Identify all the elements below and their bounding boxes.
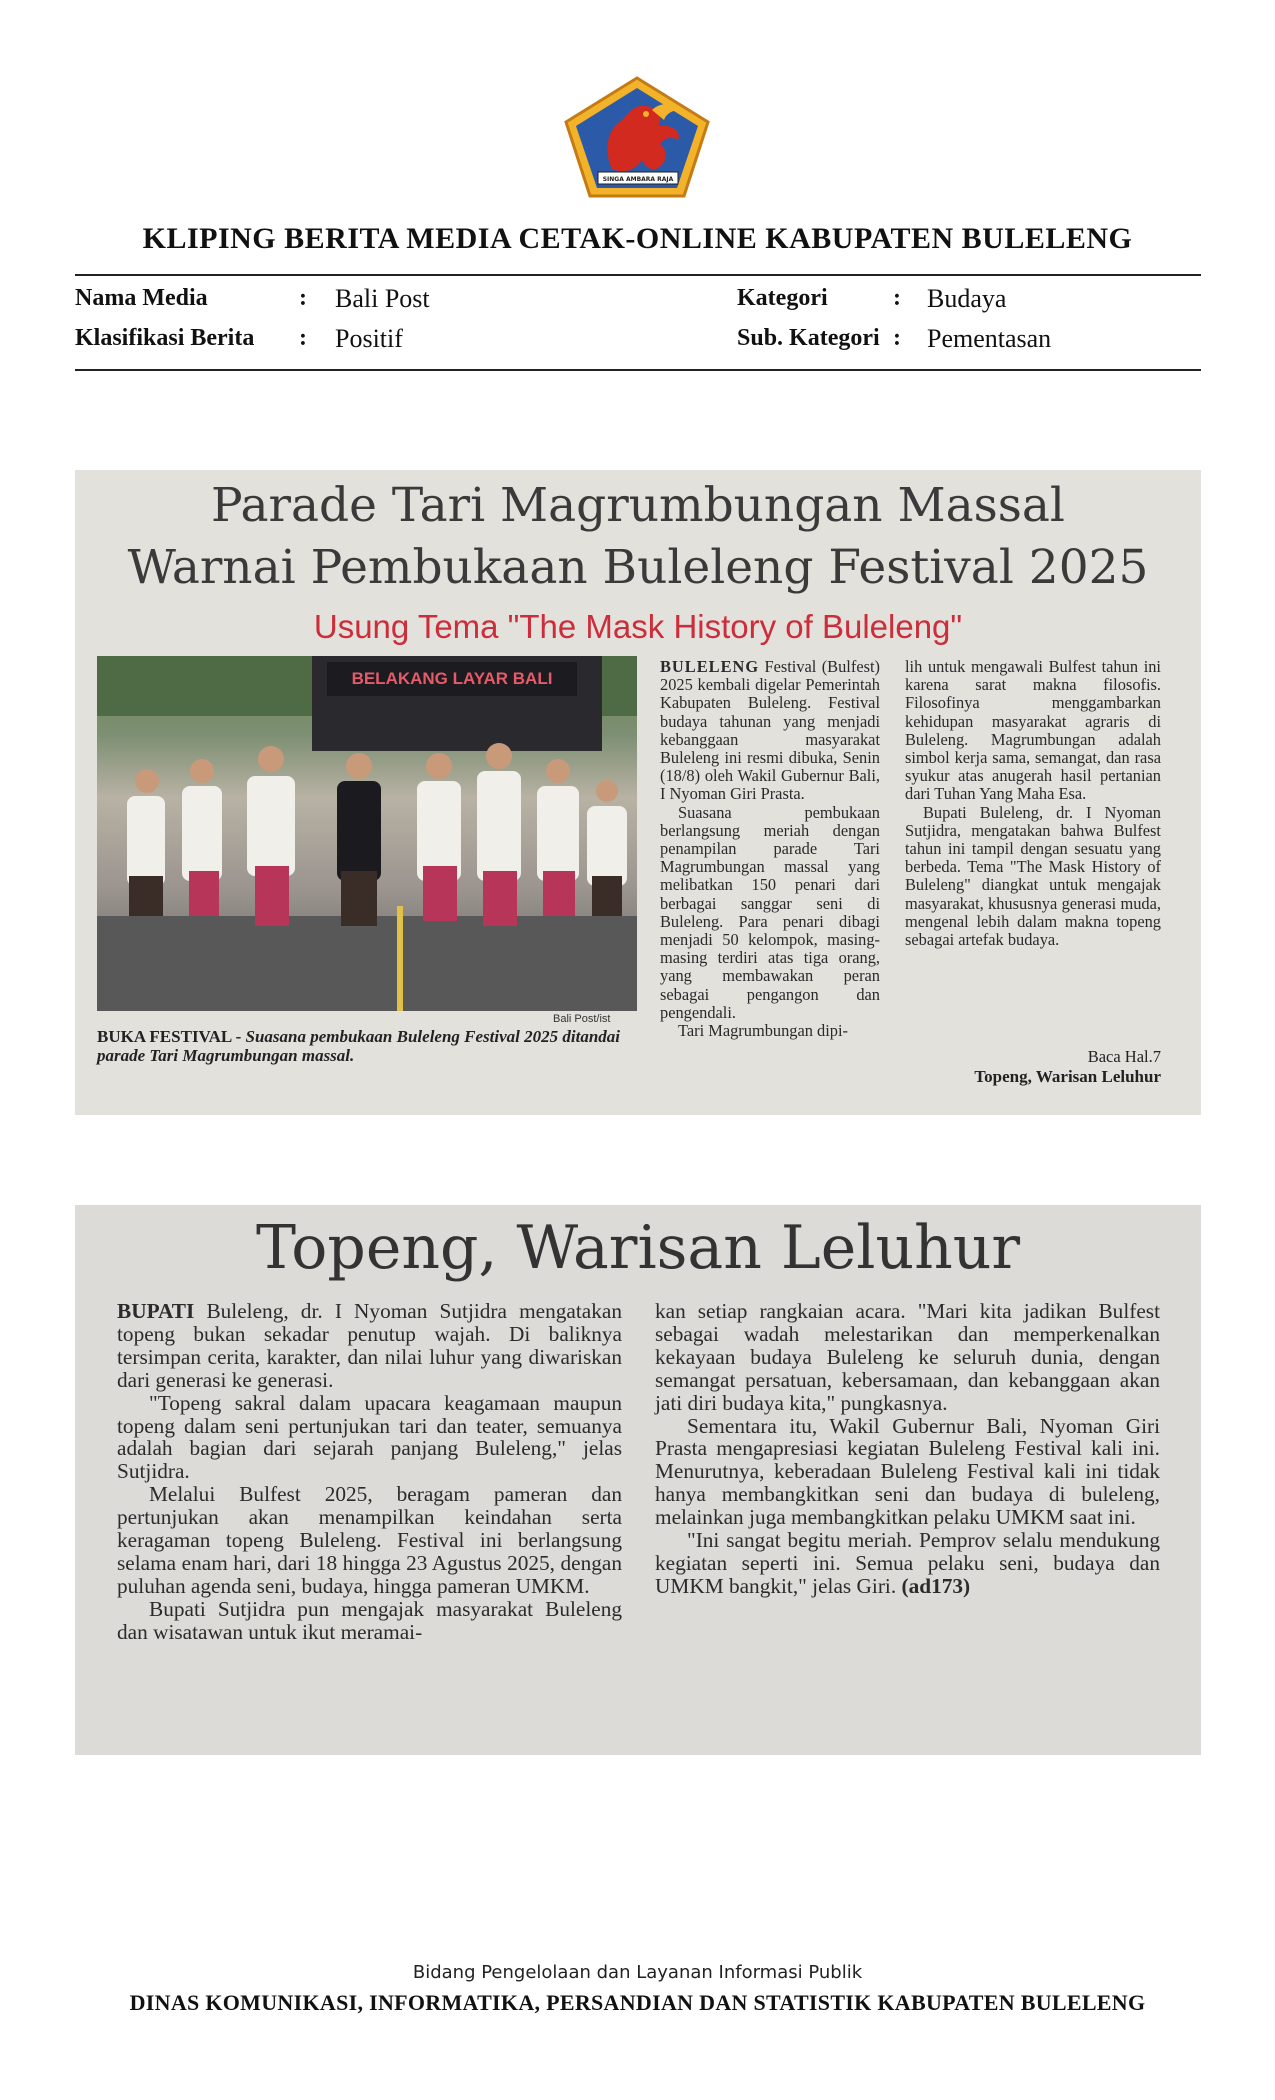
photo-credit: Bali Post/ist	[553, 1013, 611, 1025]
continuation-column-2	[655, 1300, 1160, 1598]
continuation-headline: Topeng, Warisan Leluhur	[255, 1213, 1021, 1283]
media-label: Nama Media	[75, 285, 208, 311]
article-subheadline: Usung Tema "The Mask History of Buleleng"	[313, 608, 963, 645]
cont-col1-paragraph-3: Melalui Bulfest 2025, beragam pameran dan pertunjukan akan menampilkan keindahan serta keragaman topeng Buleleng. Festival ini berlangsung selama enam hari, dari 18 hingga 23 Agustus 2025, dengan puluhan agenda seni, budaya, hingga pameran UMKM.	[117, 1482, 622, 1598]
caption-text: Suasana pembukaan Buleleng Festival 2025 ditandai parade Tari Magrumbungan massal.	[97, 1027, 621, 1065]
header-rule-bottom	[75, 369, 1201, 371]
media-colon: :	[299, 285, 307, 311]
photo-banner-text: BELAKANG LAYAR BALI	[327, 662, 577, 696]
subcategory-colon: :	[893, 325, 901, 351]
cont-col2-paragraph-3: "Ini sangat begitu meriah. Pemprov selalu mendukung kegiatan seperti ini. Semua pelaku seni, budaya dan UMKM bangkit," jelas Giri.	[655, 1528, 1160, 1598]
media-value: Bali Post	[335, 284, 430, 313]
cont-col2-paragraph-1: kan setiap rangkaian acara. "Mari kita jadikan Bulfest sebagai wadah melestarikan dan memperkenalkan kekayaan budaya Buleleng ke seluruh dunia, dengan semangat persatuan, kebersamaan, dan kebanggaan akan jati diri budaya kita," pungkasnya.	[655, 1299, 1160, 1415]
col1-paragraph-3: Tari Magrumbungan dipi-	[678, 1021, 849, 1041]
author-code: (ad173)	[901, 1573, 971, 1598]
col1-paragraph-1: Festival (Bulfest) 2025 kembali digelar Pemerintah Kabupaten Buleleng. Festival budaya tahunan yang menjadi kebanggaan masyarakat Buleleng ini resmi dibuka, Senin (18/8) oleh Wakil Gubernur Bali, I Nyoman Giri Prasta.	[660, 657, 880, 804]
continuation-column-1	[117, 1300, 622, 1644]
dateline-lead: BULELENG	[660, 657, 760, 676]
cont-col1-paragraph-2: "Topeng sakral dalam upacara keagamaan maupun topeng dalam seni pertunjukan tari dan teater, semuanya adalah bagian dari sejarah panjang Buleleng," jelas Sutjidra.	[117, 1390, 622, 1484]
regency-emblem-logo	[560, 74, 715, 199]
article-headline-line1: Parade Tari Magrumbungan Massal	[211, 478, 1065, 533]
classification-value: Positif	[335, 324, 403, 353]
logo-motto-text: SINGA AMBARA RAJA	[602, 176, 674, 183]
caption-lead: BUKA FESTIVAL -	[97, 1027, 246, 1046]
cont-col1-paragraph-1: Buleleng, dr. I Nyoman Sutjidra mengatakan topeng bukan sekadar penutup wajah. Di baliknya tersimpan cerita, karakter, dan nilai luhur yang diwariskan dari generasi ke generasi.	[117, 1299, 622, 1392]
continued-page-ref: Baca Hal.7	[1087, 1047, 1161, 1066]
category-label: Kategori	[737, 285, 828, 311]
header-rule-top	[75, 274, 1201, 276]
subcategory-value: Pementasan	[927, 324, 1052, 353]
continuation-lead: BUPATI	[117, 1299, 195, 1323]
footer-agency: DINAS KOMUNIKASI, INFORMATIKA, PERSANDIAN DAN STATISTIK KABUPATEN BULELENG	[129, 1990, 1146, 2015]
news-clipping-continuation	[75, 1205, 1201, 1755]
document-title: KLIPING BERITA MEDIA CETAK-ONLINE KABUPATEN BULELENG	[142, 222, 1133, 255]
cont-col1-paragraph-4: Bupati Sutjidra pun mengajak masyarakat Buleleng dan wisatawan untuk ikut meramai-	[117, 1596, 622, 1644]
article-headline-line2: Warnai Pembukaan Buleleng Festival 2025	[127, 540, 1149, 595]
col2-paragraph-2: Bupati Buleleng, dr. I Nyoman Sutjidra, mengatakan bahwa Bulfest tahun ini tampil dengan sesuatu yang berbeda. Tema "The Mask History of Buleleng" diangkat untuk mengajak masyarakat, khususnya generasi muda, mengenal lebih dalam makna topeng sebagai artefak budaya.	[905, 802, 1161, 950]
photo-caption	[97, 1027, 642, 1065]
metadata-table	[75, 285, 1201, 365]
continued-article-title: Topeng, Warisan Leluhur	[974, 1067, 1161, 1086]
col2-paragraph-1: lih untuk mengawali Bulfest tahun ini karena sarat makna filosofis. Filosofinya menggambarkan kehidupan masyarakat agraris di Buleleng. Magrumbungan adalah simbol kerja sama, semangat, dan rasa syukur atas anugerah hasil pertanian dari Tuhan Yang Maha Esa.	[905, 657, 1161, 804]
category-value: Budaya	[927, 284, 1007, 313]
classification-colon: :	[299, 325, 307, 351]
category-colon: :	[893, 285, 901, 311]
col1-paragraph-2: Suasana pembukaan berlangsung meriah dengan penampilan parade Tari Magrumbungan massal yang melibatkan 150 penari dari berbagai sanggar seni di Buleleng. Para penari dibagi menjadi 50 kelompok, masing-masing terdiri atas tiga orang, yang membawakan peran sebagai pengangon dan pengendali.	[660, 802, 880, 1022]
article-column-1	[660, 658, 880, 1040]
classification-label: Klasifikasi Berita	[75, 325, 255, 351]
article-column-2	[905, 658, 1161, 949]
subcategory-label: Sub. Kategori	[737, 325, 880, 351]
festival-opening-photo	[97, 656, 637, 1011]
news-clipping-main	[75, 470, 1201, 1115]
cont-col2-paragraph-2: Sementara itu, Wakil Gubernur Bali, Nyoman Giri Prasta mengapresiasi kegiatan Buleleng Festival kali ini. Menurutnya, keberadaan Buleleng Festival kali ini tidak hanya membangkitkan seni dan budaya di buleleng, melainkan juga membangkitkan pelaku UMKM saat ini.	[655, 1413, 1160, 1530]
footer-division: Bidang Pengelolaan dan Layanan Informasi Publik	[412, 1962, 863, 1983]
